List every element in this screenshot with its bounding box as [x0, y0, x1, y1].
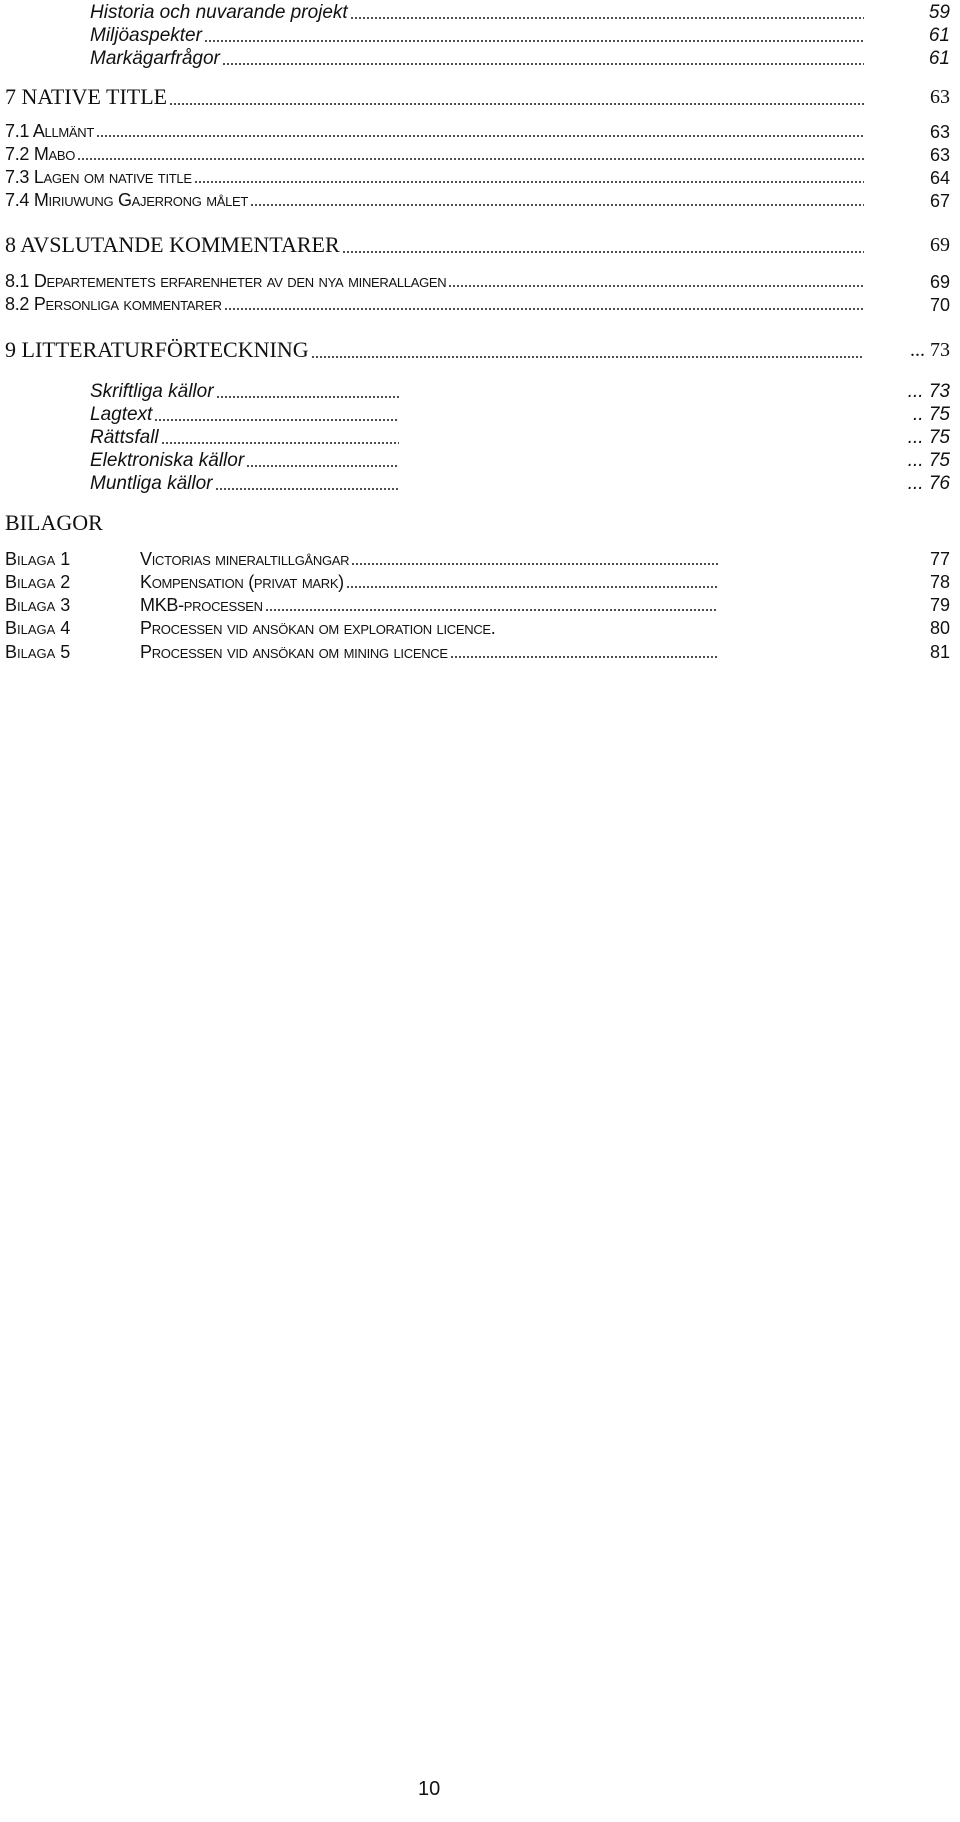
- toc-section-page: .. 75: [913, 404, 950, 425]
- leader-dots: [250, 204, 864, 206]
- leader-dots: [351, 563, 718, 565]
- appendix-title: Kompensation (privat mark): [140, 572, 344, 592]
- leader-dots: [342, 251, 864, 253]
- toc-section[interactable]: [90, 450, 403, 472]
- leader-dots: [350, 17, 864, 19]
- toc-section-title: 7.1 Allmänt: [5, 121, 95, 141]
- toc-section-page: 70: [929, 295, 950, 315]
- appendix-label: Bilaga 1: [5, 549, 71, 569]
- toc-chapter-page: ... 73: [910, 339, 950, 361]
- toc-section-title: 8.2 Personliga kommentarer: [5, 294, 222, 314]
- leader-dots: [265, 609, 718, 611]
- appendix-title: Processen vid ansökan om mining licence: [140, 642, 448, 662]
- appendix-entry[interactable]: [140, 595, 722, 616]
- toc-section[interactable]: [5, 190, 868, 211]
- toc-entry[interactable]: [90, 48, 868, 70]
- toc-entry[interactable]: [90, 2, 868, 24]
- leader-dots: [169, 103, 864, 105]
- toc-entry-page: 61: [928, 25, 950, 46]
- toc-section[interactable]: [90, 381, 403, 403]
- appendix-page: 77: [929, 549, 950, 569]
- toc-chapter-page: 63: [930, 86, 950, 108]
- toc-chapter-8[interactable]: [5, 232, 868, 258]
- leader-dots: [216, 396, 399, 398]
- toc-section-page: 64: [929, 168, 950, 188]
- leader-dots: [215, 488, 400, 490]
- appendix-page: 81: [929, 642, 950, 662]
- toc-section-title: Lagtext: [90, 404, 153, 425]
- leader-dots: [96, 135, 864, 137]
- toc-chapter-page: 69: [930, 234, 950, 256]
- toc-section-page: ... 75: [907, 450, 950, 471]
- toc-chapter-title: 9 LITTERATURFÖRTECKNING: [5, 337, 309, 362]
- toc-section-page: ... 75: [907, 427, 950, 448]
- toc-section[interactable]: [5, 167, 868, 188]
- appendix-title: Processen vid ansökan om exploration licence.: [140, 618, 496, 638]
- appendices-heading: BILAGOR: [5, 510, 103, 535]
- toc-section[interactable]: [5, 271, 868, 292]
- leader-dots: [246, 465, 399, 467]
- toc-section-title: Skriftliga källor: [90, 381, 214, 402]
- toc-entry-title: Historia och nuvarande projekt: [90, 2, 348, 23]
- appendix-entry[interactable]: [140, 572, 722, 593]
- leader-dots: [222, 63, 864, 65]
- appendix-page: 79: [929, 595, 950, 615]
- toc-section-title: Muntliga källor: [90, 473, 213, 494]
- appendix-label: Bilaga 4: [5, 618, 71, 638]
- toc-chapter-7[interactable]: [5, 84, 868, 110]
- appendix-title: MKB-processen: [140, 595, 263, 615]
- leader-dots: [448, 285, 864, 287]
- leader-dots: [311, 356, 864, 358]
- toc-chapter-9[interactable]: [5, 337, 868, 363]
- toc-section[interactable]: [5, 144, 868, 165]
- toc-section-page: 69: [929, 272, 950, 292]
- toc-entry[interactable]: [90, 25, 868, 47]
- toc-section-title: 7.2 Mabo: [5, 144, 76, 164]
- toc-section-title: 7.3 Lagen om native title: [5, 167, 192, 187]
- appendix-label: Bilaga 5: [5, 642, 71, 662]
- toc-chapter-title: 7 NATIVE TITLE: [5, 84, 168, 109]
- toc-entry-title: Miljöaspekter: [90, 25, 202, 46]
- leader-dots: [224, 308, 864, 310]
- appendix-label: Bilaga 2: [5, 572, 71, 592]
- leader-dots: [154, 419, 399, 421]
- leader-dots: [77, 158, 864, 160]
- toc-section-page: 63: [929, 122, 950, 142]
- toc-section[interactable]: [90, 427, 403, 449]
- appendix-entry[interactable]: [140, 618, 722, 639]
- toc-section-title: Rättsfall: [90, 427, 159, 448]
- toc-section[interactable]: [90, 473, 403, 495]
- toc-entry-page: 61: [928, 48, 950, 69]
- toc-section-title: 8.1 Departementets erfarenheter av den nya minerallagen: [5, 271, 447, 291]
- toc-chapter-title: 8 AVSLUTANDE KOMMENTARER: [5, 232, 340, 257]
- toc-section[interactable]: [5, 294, 868, 315]
- appendix-title: Victorias mineraltillgångar: [140, 549, 350, 569]
- leader-dots: [450, 656, 718, 658]
- toc-section-title: 7.4 Miriuwung Gajerrong målet: [5, 190, 249, 210]
- appendix-label: Bilaga 3: [5, 595, 71, 615]
- leader-dots: [346, 586, 718, 588]
- toc-entry-title: Markägarfrågor: [90, 48, 220, 69]
- toc-section-page: 67: [929, 191, 950, 211]
- toc-section[interactable]: [5, 121, 868, 142]
- leader-dots: [194, 181, 864, 183]
- toc-section-page: ... 76: [907, 473, 950, 494]
- appendix-entry[interactable]: [140, 549, 722, 570]
- appendix-entry[interactable]: [140, 642, 722, 663]
- leader-dots: [204, 40, 864, 42]
- toc-entry-page: 59: [928, 2, 950, 23]
- appendix-page: 78: [929, 572, 950, 592]
- toc-section[interactable]: [90, 404, 403, 426]
- toc-section-page: 63: [929, 145, 950, 165]
- appendix-page: 80: [929, 618, 950, 638]
- toc-section-title: Elektroniska källor: [90, 450, 245, 471]
- toc-section-page: ... 73: [907, 381, 950, 402]
- page-number: 10: [418, 1778, 441, 1800]
- leader-dots: [161, 442, 399, 444]
